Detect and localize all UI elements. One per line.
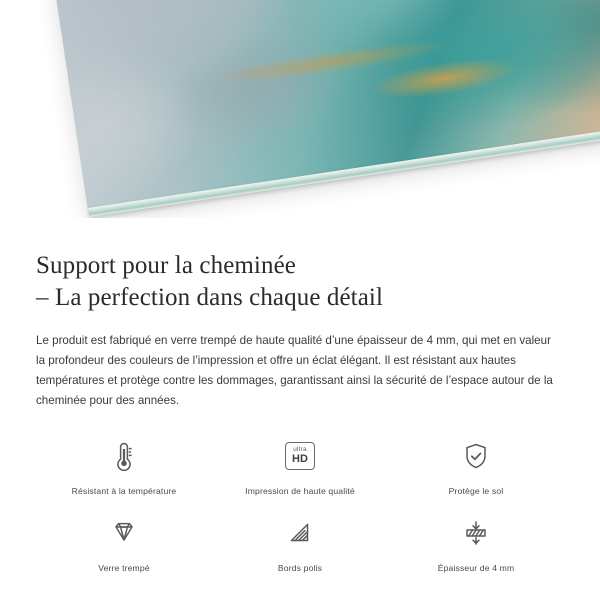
hero-product-image <box>0 0 600 218</box>
headline-line-2: – La perfection dans chaque détail <box>36 283 383 311</box>
page-title <box>36 250 564 313</box>
feature-item-thickness <box>388 510 564 573</box>
thermometer-icon <box>101 433 147 479</box>
shield-check-icon <box>453 433 499 479</box>
feature-item-temperature <box>36 433 212 496</box>
feature-label: Verre trempé <box>98 562 150 573</box>
thickness-arrows-icon <box>453 510 499 556</box>
ultra-hd-icon <box>277 433 323 479</box>
diamond-icon <box>101 510 147 556</box>
feature-label: Résistant à la température <box>71 485 177 496</box>
feature-label: Impression de haute qualité <box>245 485 355 496</box>
feature-item-print-quality <box>212 433 388 496</box>
feature-item-polished-edges <box>212 510 388 573</box>
polished-edges-icon <box>277 510 323 556</box>
text-content <box>0 218 600 573</box>
feature-label: Bords polis <box>277 562 323 573</box>
feature-label: Épaisseur de 4 mm <box>437 562 515 573</box>
feature-item-floor-protection <box>388 433 564 496</box>
ultra-hd-badge-top: ultra <box>293 445 307 453</box>
ultra-hd-badge-bottom: HD <box>292 452 308 465</box>
feature-label: Protège le sol <box>448 485 504 496</box>
headline-line-1: Support pour la cheminée <box>36 252 296 279</box>
feature-grid <box>36 433 564 573</box>
description-paragraph: Le produit est fabriqué en verre trempé de haute qualité d’une épaisseur de 4 mm, qui met en valeur la profondeur des couleurs de l’impression et offre un éclat élégant. Il est résistant aux hautes températures et protège contre les dommages, garantissant ainsi la sécurité de l’espace autour de la cheminée pour des années. <box>36 334 553 407</box>
bottom-spacer <box>0 586 600 600</box>
sparkle-icon <box>554 158 588 192</box>
feature-item-tempered-glass <box>36 510 212 573</box>
